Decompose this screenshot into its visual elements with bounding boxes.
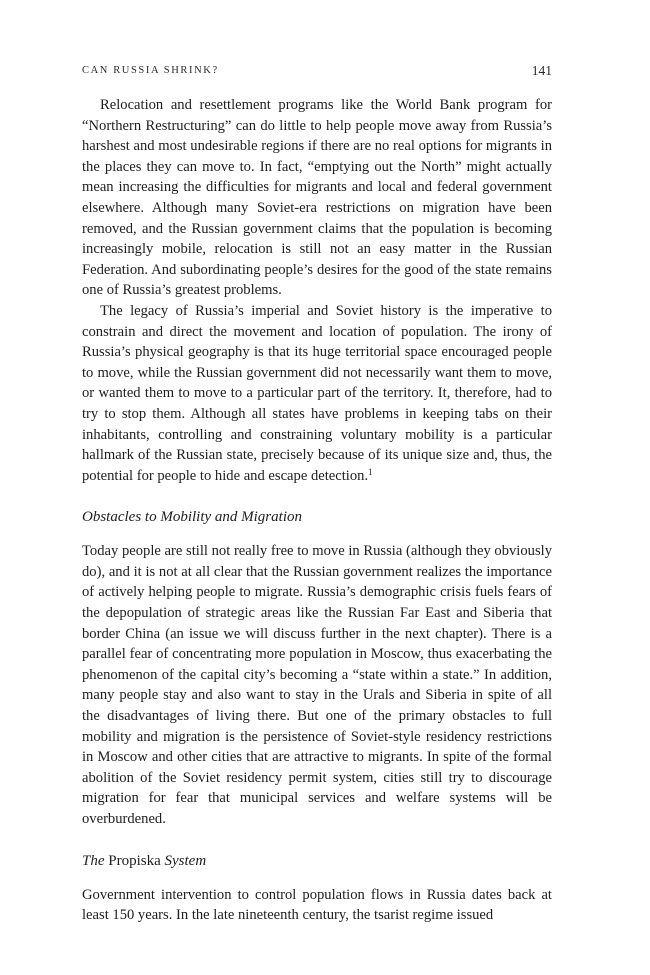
heading-part: System: [164, 852, 207, 869]
paragraph-today: [82, 541, 552, 829]
paragraph-text: Relocation and resettlement programs like the World Bank program for “Northern Restructuring” can do little to help people move away from Russia’s harshest and most undesirable regions if there are no real options for migrants in the places they can move to. In fact, “emptying out the North” might actually mean increasing the difficulties for migrants and local and federal government elsewhere. Although many Soviet-era restrictions on migration have been removed, and the Russian government claims that the population is becoming increasingly mobile, relocation is still not an easy matter in the Russian Federation. And subordinating people’s desires for the good of the state remains one of Russia’s greatest problems.: [82, 97, 552, 299]
paragraph-text: Government intervention to control population flows in Russia dates back at least 150 years. In the late nineteenth century, the tsarist regime issued: [82, 886, 552, 924]
section-heading-obstacles: Obstacles to Mobility and Migration: [82, 509, 302, 526]
heading-part: The: [82, 852, 105, 869]
paragraph-text: Today people are still not really free to move in Russia (although they obviously do), and it is not at all clear that the Russian government realizes the importance of actively helping people to migrate. Russia’s demographic crisis fuels fears of the depopulation of strategic areas like the Russian Far East and Siberia that border China (an issue we will discuss further in the next chapter). There is a parallel fear of concentrating more population in Moscow, thus exacerbating the phenomenon of the capital city’s becoming a “state within a state.” In addition, many people stay and also want to stay in the Urals and Siberia in spite of all the disadvantages of living there. But one of the primary obstacles to full mobility and migration is the persistence of Soviet-style residency restrictions in Moscow and other cities that are attractive to migrants. In spite of the formal abolition of the Soviet residency permit system, cities still try to discourage migration for fear that municipal services and welfare systems will be overburdened.: [82, 543, 552, 827]
running-head: [82, 63, 552, 83]
paragraph-legacy: [82, 301, 552, 486]
paragraph-text: The legacy of Russia’s imperial and Soviet history is the imperative to constrain and direct the movement and location of population. The irony of Russia’s physical geography is that its huge territorial space encouraged people to move, while the Russian government did not necessarily want them to move, or wanted them to move to a particular part of the territory. It, therefore, had to try to stop them. Although all states have problems in keeping tabs on their inhabitants, controlling and constraining voluntary mobility is a particular hallmark of the Russian state, precisely because of its unique size and, thus, the potential for people to hide and escape detection.: [82, 302, 552, 484]
paragraph-government: [82, 885, 552, 926]
page-body: [82, 95, 552, 926]
running-title: CAN RUSSIA SHRINK?: [82, 65, 219, 76]
section-heading-propiska: [82, 851, 552, 871]
page-number: 141: [531, 63, 552, 78]
paragraph-relocation: [82, 95, 552, 301]
heading-part: Propiska: [108, 852, 161, 869]
footnote-marker: 1: [368, 466, 373, 477]
